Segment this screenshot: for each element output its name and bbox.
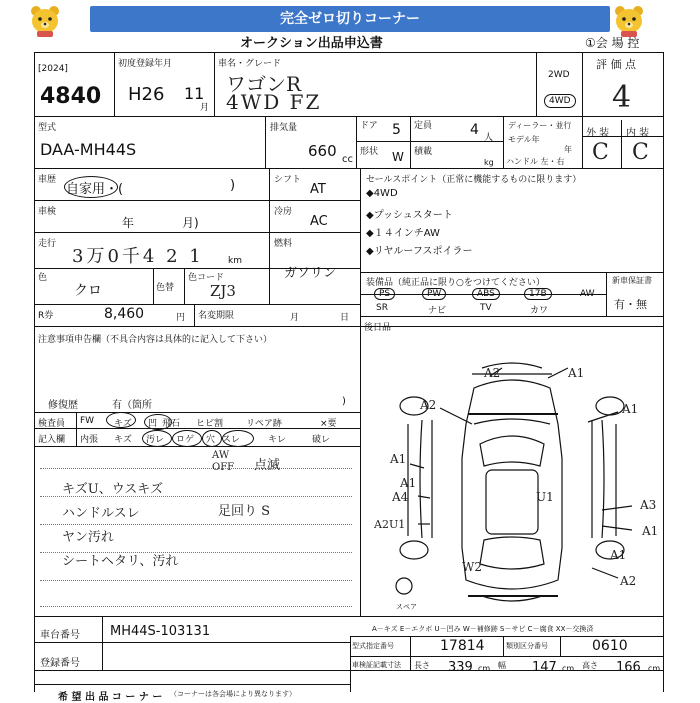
load-unit: kg — [484, 158, 494, 167]
sales-point-item: ◆プッシュスタート — [366, 210, 453, 221]
history-label: 車歴 — [38, 175, 57, 185]
defect-circle — [106, 412, 136, 428]
shift-value: AT — [310, 182, 326, 197]
history-close: ) — [230, 178, 236, 193]
handwritten-note: ヤン汚れ — [62, 530, 114, 545]
mascot-bear-icon — [612, 4, 646, 38]
lot-number: 4840 — [40, 84, 102, 109]
mascot-bear-icon — [28, 4, 62, 38]
inspection-label: 車検 — [38, 207, 57, 217]
interior-grade: C — [632, 140, 649, 165]
height-unit: cm — [648, 664, 661, 673]
defect-circle — [142, 430, 172, 447]
color-code-label: 色コード — [188, 273, 225, 283]
request-corner-label: 希 望 出 品 コ ー ナ ー — [58, 692, 163, 703]
handwritten-note-right: 足回り S — [218, 504, 271, 519]
r-price-value: 8,460 — [104, 306, 145, 322]
inspection-month-unit: 月) — [182, 216, 199, 230]
defect-circle — [202, 430, 222, 447]
registration-label: 初度登録年月 — [118, 59, 173, 69]
length-value: 339 — [448, 660, 473, 675]
registration-month-unit: 月 — [200, 103, 210, 113]
shape-label: 形状 — [360, 147, 379, 157]
capacity-label: 定員 — [414, 121, 433, 131]
drive-2wd: 2WD — [548, 70, 570, 80]
model-year-unit: 年 — [564, 145, 572, 154]
r-price-label: R券 — [38, 311, 54, 321]
repair-label: 修復歴 — [48, 400, 78, 411]
shift-label: シフト — [274, 175, 302, 185]
registration-era-year: H26 — [128, 84, 165, 105]
sales-points-label: セールスポイント（正常に機能するものに限ります） — [366, 175, 582, 185]
equipment-navi: ナビ — [428, 306, 447, 316]
handwritten-note: キズU、ウスキズ — [62, 482, 164, 497]
chassis-value: MH44S-103131 — [110, 624, 211, 639]
interior-label: 内 装 — [626, 128, 650, 139]
request-corner-note: （コーナーは各会場により異なります） — [170, 690, 296, 698]
height-label: 高さ — [582, 661, 598, 670]
width-label: 幅 — [498, 661, 506, 670]
load-label: 積載 — [414, 147, 433, 157]
length-label: 長さ — [414, 661, 430, 670]
model-label: 型式 — [38, 123, 57, 133]
car-damage-diagram — [362, 328, 662, 618]
shape-value: W — [392, 150, 404, 164]
car-name: ワゴンR — [226, 72, 302, 96]
defect-circle — [222, 430, 254, 447]
ac-label: 冷房 — [274, 207, 293, 217]
registration-month: 11 — [184, 84, 205, 103]
color-label: 色 — [38, 273, 48, 283]
notes-label: 注意事項申告欄（不具合内容は具体的に記入して下さい） — [38, 335, 273, 345]
mileage-label: 走行 — [38, 239, 57, 249]
fuel-value: ガソリン — [284, 266, 337, 281]
handwritten-note: ハンドルスレ — [62, 506, 140, 521]
ac-value: AC — [310, 214, 328, 229]
class-code-label: 類別区分番号 — [506, 642, 548, 650]
mileage-value: 3万0千4 2 1 — [72, 246, 204, 267]
inspection-year-unit: 年 — [122, 216, 135, 230]
width-unit: cm — [562, 664, 575, 673]
doors-label: ドア — [360, 121, 378, 131]
displacement-value: 660 — [308, 142, 337, 160]
fuel-label: 燃料 — [274, 239, 293, 249]
length-unit: cm — [478, 664, 491, 673]
lot-year: [2024] — [38, 64, 68, 74]
name-change-month: 月 — [290, 313, 300, 323]
capacity-unit: 人 — [484, 133, 494, 143]
sales-point-item: ◆4WD — [366, 188, 398, 199]
handwritten-note: シートヘタリ、汚れ — [62, 554, 179, 569]
drive-4wd-selected: 4WD — [544, 94, 576, 108]
equipment-leather: カワ — [530, 306, 549, 316]
width-value: 147 — [532, 660, 557, 675]
name-change-day: 日 — [340, 313, 350, 323]
handwritten-note-right: 点滅 — [254, 458, 281, 473]
defect-circle — [144, 414, 172, 430]
chassis-label: 車台番号 — [40, 630, 80, 641]
dimensions-label: 車検証記載寸法 — [352, 661, 401, 669]
height-value: 166 — [616, 660, 641, 675]
entry-column-label: 記入欄 — [38, 435, 66, 445]
equipment-pw: PW — [422, 288, 446, 300]
sales-point-item: ◆１４インチAW — [366, 228, 440, 239]
model-year-label: モデル年 — [508, 135, 540, 144]
new-car-warranty-value: 有・無 — [614, 298, 647, 311]
exterior-grade: C — [592, 140, 609, 165]
venue-copy-label: ①会 場 控 — [585, 36, 640, 50]
form-title: オークション出品申込書 — [240, 36, 383, 51]
r-price-unit: 円 — [176, 313, 186, 323]
displacement-label: 排気量 — [270, 123, 298, 133]
equipment-label: 装備品（純正品に限り○をつけてください） — [366, 278, 545, 288]
plate-label: 登録番号 — [40, 658, 80, 669]
model-value: DAA-MH44S — [40, 140, 137, 159]
handle-label: ハンドル 左・右 — [506, 157, 565, 166]
repair-value: 有（箇所 — [112, 400, 152, 411]
handwritten-note-right: AW — [212, 450, 230, 461]
handwritten-note-right: OFF — [212, 462, 235, 473]
name-change-label: 名変期限 — [198, 311, 235, 321]
equipment-abs: ABS — [472, 288, 500, 300]
repair-close: ) — [342, 396, 346, 407]
equipment-tv: TV — [480, 303, 492, 313]
exterior-label: 外 装 — [586, 128, 610, 139]
banner: 完全ゼロ切りコーナー — [90, 6, 610, 32]
form-code-label: 型式指定番号 — [352, 642, 394, 650]
class-code-value: 0610 — [592, 638, 628, 654]
sales-point-item: ◆リヤルーフスポイラー — [366, 246, 473, 257]
equipment-17b: 17B — [524, 288, 552, 300]
displacement-unit: cc — [342, 154, 353, 165]
color-change-label: 色替 — [156, 283, 175, 293]
dealer-label: ディーラー・並行 — [508, 121, 572, 130]
history-value: 自家用・( — [66, 182, 124, 197]
form-code-value: 17814 — [440, 638, 485, 654]
aftermarket-label: 後日品 — [364, 323, 392, 333]
rating-value: 4 — [612, 80, 632, 115]
mileage-unit: km — [228, 256, 242, 266]
car-name-label: 車名・グレード — [218, 59, 282, 69]
defect-circle — [172, 430, 202, 447]
equipment-sr: SR — [376, 303, 388, 313]
inspector-label: 検査員 — [38, 419, 66, 429]
damage-legend: A－キズ E－エクボ U－凹み W－補修跡 S－サビ C－腐食 XX－交換済 — [372, 625, 594, 633]
history-circle — [64, 176, 118, 198]
car-grade: 4WD FZ — [226, 90, 322, 114]
equipment-ps: PS — [374, 288, 395, 300]
equipment-aw: AW — [580, 289, 595, 299]
capacity-value: 4 — [470, 122, 479, 138]
new-car-warranty-label: 新車保証書 — [612, 276, 652, 285]
color-code: ZJ3 — [210, 282, 236, 300]
rating-label: 評 価 点 — [596, 58, 636, 71]
color-value: クロ — [74, 283, 102, 299]
doors-value: 5 — [392, 122, 401, 138]
